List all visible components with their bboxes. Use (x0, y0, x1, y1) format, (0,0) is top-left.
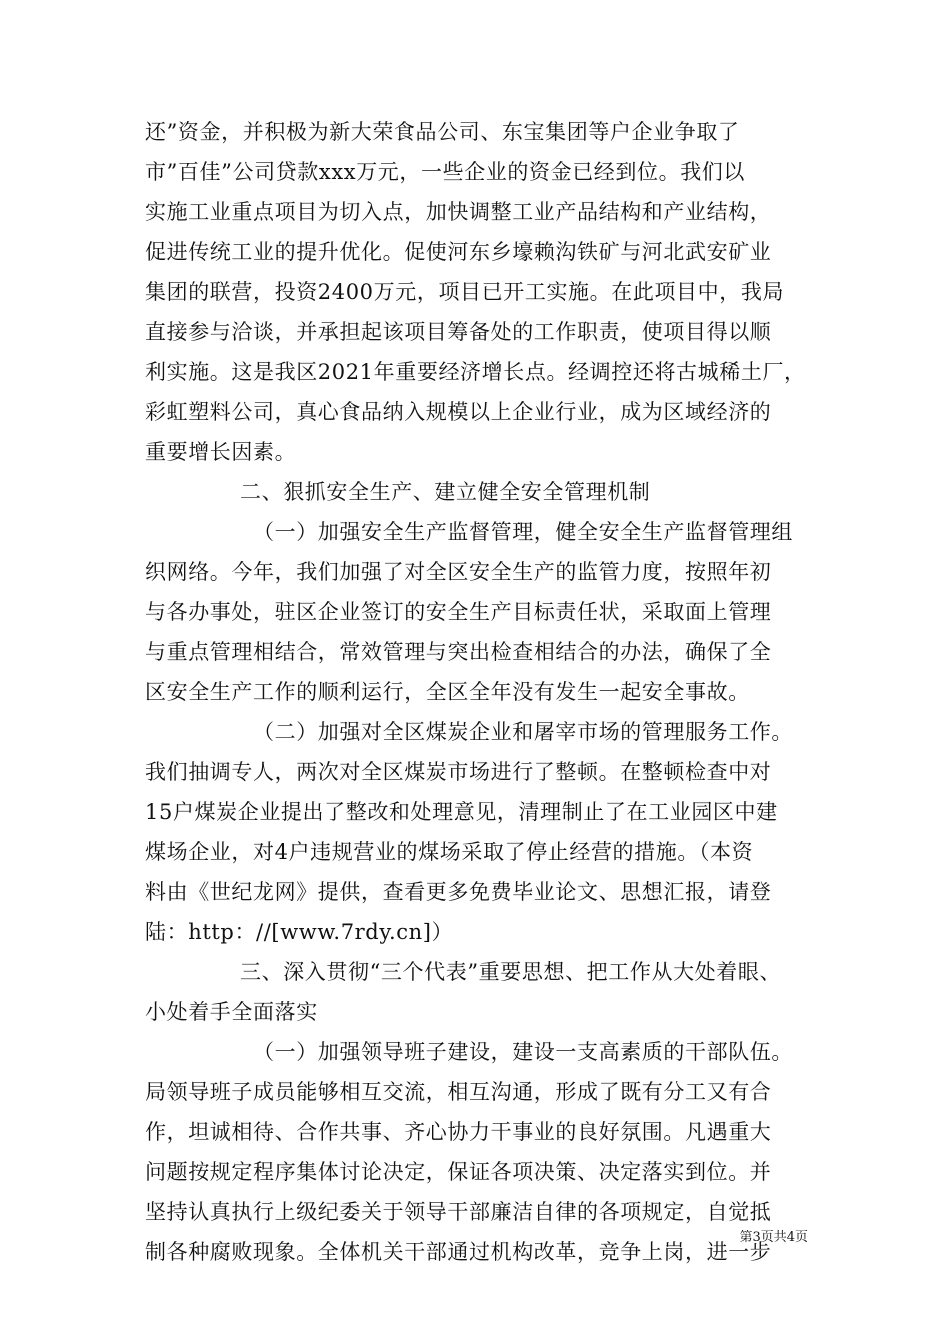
text-line: 实施工业重点项目为切入点，加快调整工业产品结构和产业结构， (145, 200, 772, 224)
section-heading: 三、深入贯彻“三个代表”重要思想、把工作从大处着眼、 (240, 960, 782, 984)
text-line: 织网络。今年，我们加强了对全区安全生产的监管力度，按照年初 (145, 560, 772, 584)
section-heading: 二、狠抓安全生产、建立健全安全管理机制 (240, 480, 651, 504)
text-line: 区安全生产工作的顺利运行，全区全年没有发生一起安全事故。 (145, 680, 750, 704)
subsection-heading: （一）加强领导班子建设，建设一支高素质的干部队伍。 (253, 1040, 793, 1064)
text-line: 直接参与洽谈，并承担起该项目筹备处的工作职责，使项目得以顺 (145, 320, 772, 344)
text-line: 局领导班子成员能够相互交流，相互沟通，形成了既有分工又有合 (145, 1080, 772, 1104)
text-line: 重要增长因素。 (145, 440, 297, 464)
text-line: 市”百佳”公司贷款xxx万元，一些企业的资金已经到位。我们以 (145, 160, 745, 184)
text-line: 与重点管理相结合，常效管理与突出检查相结合的办法，确保了全 (145, 640, 772, 664)
text-line: 利实施。这是我区2021年重要经济增长点。经调控还将古城稀土厂， (145, 360, 806, 384)
text-line: 作，坦诚相待、合作共事、齐心协力干事业的良好氛围。凡遇重大 (145, 1120, 772, 1144)
text-line: 料由《世纪龙网》提供，查看更多免费毕业论文、思想汇报，请登 (145, 880, 772, 904)
text-line: 煤场企业，对4户违规营业的煤场采取了停止经营的措施。（本资 (145, 840, 754, 864)
text-line: 与各办事处，驻区企业签订的安全生产目标责任状，采取面上管理 (145, 600, 772, 624)
text-line: 彩虹塑料公司，真心食品纳入规模以上企业行业，成为区域经济的 (145, 400, 772, 424)
text-line: 还”资金，并积极为新大荣食品公司、东宝集团等户企业争取了 (145, 120, 740, 144)
text-line: 问题按规定程序集体讨论决定，保证各项决策、决定落实到位。并 (145, 1160, 772, 1184)
subsection-heading: （一）加强安全生产监督管理，健全安全生产监督管理组 (253, 520, 793, 544)
text-line: 陆：http：//[www.7rdy.cn]） (145, 920, 454, 944)
text-line: 集团的联营，投资2400万元，项目已开工实施。在此项目中，我局 (145, 280, 785, 304)
subsection-heading: （二）加强对全区煤炭企业和屠宰市场的管理服务工作。 (253, 720, 793, 744)
text-line: 15户煤炭企业提出了整改和处理意见，清理制止了在工业园区中建 (145, 800, 778, 824)
page-number: 第3页共4页 (739, 1230, 808, 1245)
body-text (145, 112, 815, 1272)
text-line: 坚持认真执行上级纪委关于领导干部廉洁自律的各项规定，自觉抵 (145, 1200, 772, 1224)
text-line: 制各种腐败现象。全体机关干部通过机构改革，竞争上岗，进一步 (145, 1240, 772, 1264)
section-heading-continued: 小处着手全面落实 (145, 1000, 318, 1024)
text-line: 促进传统工业的提升优化。促使河东乡壕赖沟铁矿与河北武安矿业 (145, 240, 772, 264)
text-line: 我们抽调专人，两次对全区煤炭市场进行了整顿。在整顿检查中对 (145, 760, 772, 784)
